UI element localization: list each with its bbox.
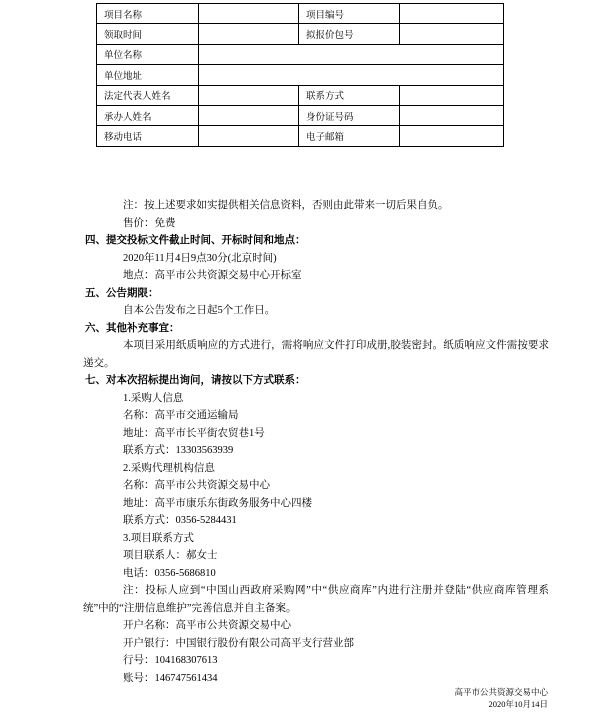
- label-cell: 法定代表人姓名: [97, 85, 199, 105]
- value-cell: [199, 44, 504, 64]
- contact-line: 2.采购代理机构信息: [123, 462, 215, 474]
- table-row: [97, 85, 504, 105]
- footer-org: 高平市公共资源交易中心: [454, 687, 548, 697]
- contact-line: 名称：高平市公共资源交易中心: [123, 480, 270, 491]
- table-row: [97, 65, 504, 85]
- contact-line: 名称：高平市交通运输局: [123, 410, 239, 421]
- label-cell: 单位地址: [97, 65, 199, 85]
- label-cell: 承办人姓名: [97, 105, 199, 125]
- value-cell: [199, 105, 299, 125]
- bank-line: 开户银行：中国银行股份有限公司高平支行营业部: [123, 637, 354, 649]
- table-row: [97, 105, 504, 125]
- footer-date: 2020年10月14日: [488, 698, 548, 709]
- contact-line: 1.采购人信息: [123, 392, 184, 404]
- value-cell: [199, 65, 504, 85]
- value-cell: [400, 105, 504, 125]
- section6-content: 本项目采用纸质响应的方式进行，需将响应文件打印成册,胶装密封。纸质响应文件需按要求递交。: [83, 340, 549, 369]
- contact-line: 地址：高平市康乐东街政务服务中心四楼: [123, 497, 312, 509]
- label-cell: 项目编号: [299, 4, 400, 24]
- label-cell: 移动电话: [97, 126, 199, 146]
- value-cell: [400, 85, 504, 105]
- bank-line: 行号：104168307613: [123, 655, 218, 666]
- value-cell: [199, 85, 299, 105]
- supplier-registration-note: 注：投标人应到“中国山西政府采购网”中“供应商库”内进行注册并登陆“供应商库管理系统”中的“注册信息维护”完善信息并自主备案。: [83, 585, 549, 614]
- section5-content: 自本公告发布之日起5个工作日。: [123, 305, 276, 316]
- section4-heading: 四、提交投标文件截止时间、开标时间和地点：: [85, 235, 306, 246]
- table-row: [97, 44, 504, 64]
- label-cell: 拟报价包号: [299, 24, 400, 44]
- label-cell: 单位名称: [97, 44, 199, 64]
- label-cell: 身份证号码: [299, 105, 400, 125]
- contact-line: 联系方式：13303563939: [123, 445, 234, 456]
- section7-heading: 七、对本次招标提出询问，请按以下方式联系：: [85, 375, 306, 386]
- table-row: [97, 126, 504, 146]
- label-cell: 项目名称: [97, 4, 199, 24]
- bank-line: 开户名称：高平市公共资源交易中心: [123, 620, 291, 631]
- bidder-info-table: [96, 3, 504, 147]
- value-cell: [400, 4, 504, 24]
- value-cell: [199, 4, 299, 24]
- value-cell: [400, 126, 504, 146]
- section6-heading: 六、其他补充事宜：: [85, 322, 180, 334]
- value-cell: [199, 126, 299, 146]
- table-row: [97, 4, 504, 24]
- value-cell: [199, 24, 299, 44]
- bank-line: 账号：146747561434: [123, 672, 218, 684]
- value-cell: [400, 24, 504, 44]
- document-body: [83, 197, 549, 687]
- section4-time: 2020年11月4日9点30分(北京时间): [123, 252, 277, 264]
- note-line: 注：按上述要求如实提供相关信息资料，否则由此带来一切后果自负。: [123, 200, 449, 211]
- label-cell: 联系方式: [299, 85, 400, 105]
- contact-line: 电话：0356-5686810: [123, 567, 216, 579]
- label-cell: 领取时间: [97, 24, 199, 44]
- table-row: [97, 24, 504, 44]
- label-cell: 电子邮箱: [299, 126, 400, 146]
- footer-signature: [454, 687, 548, 710]
- contact-line: 联系方式：0356-5284431: [123, 515, 237, 526]
- section5-heading: 五、公告期限：: [85, 287, 159, 299]
- contact-line: 3.项目联系方式: [123, 532, 194, 544]
- contact-line: 项目联系人：郝女士: [123, 550, 218, 561]
- price-line: 售价：免费: [123, 217, 176, 229]
- contact-line: 地址：高平市长平街农贸巷1号: [123, 427, 265, 439]
- section4-place: 地点：高平市公共资源交易中心开标室: [123, 270, 302, 281]
